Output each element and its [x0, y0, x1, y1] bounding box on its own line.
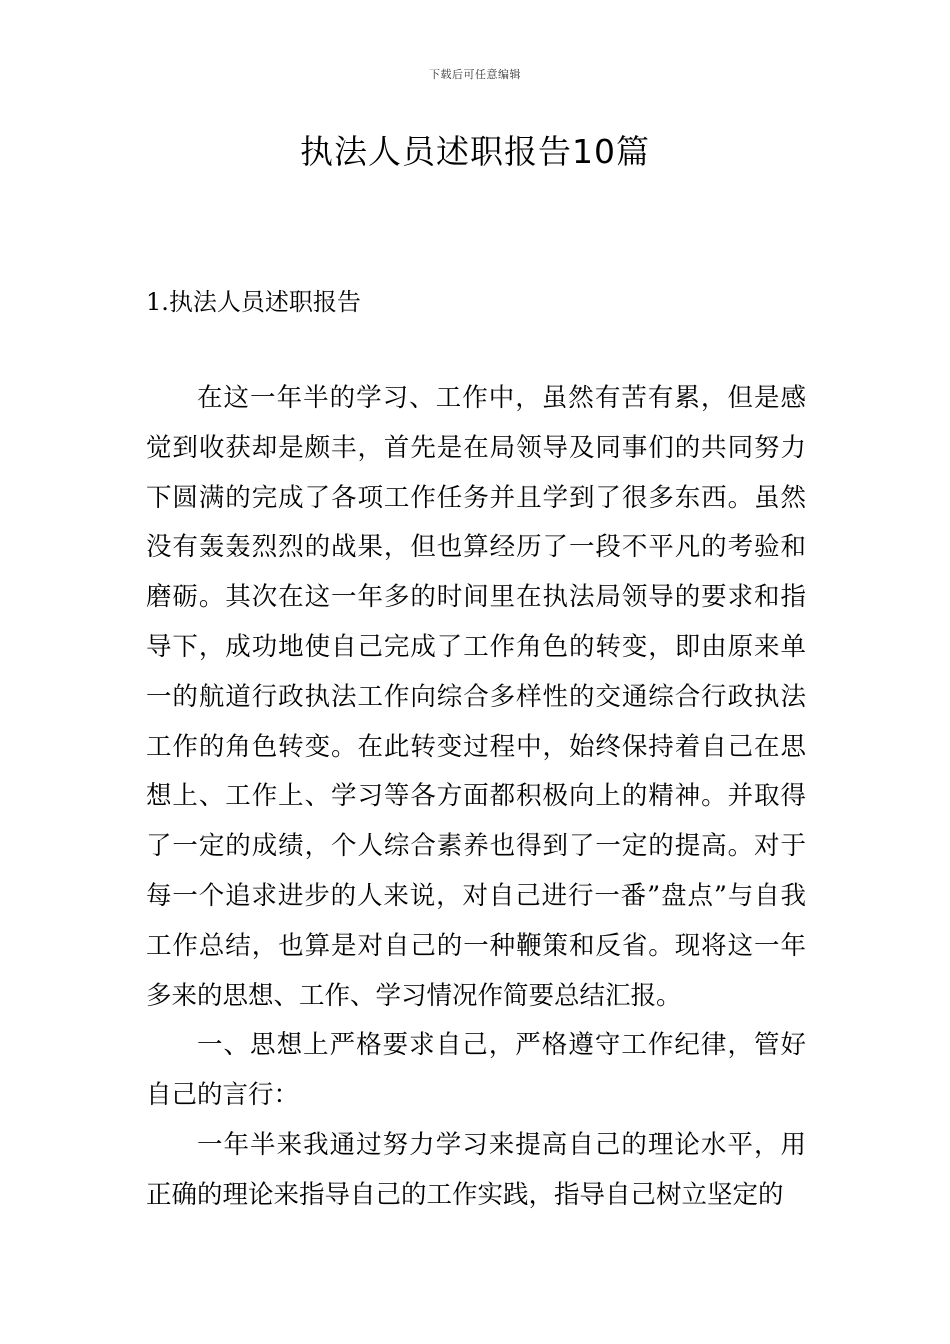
section-heading: 1.执法人员述职报告	[146, 288, 361, 316]
document-title: 执法人员述职报告10篇	[300, 132, 650, 171]
paragraph: 在这一年半的学习、工作中，虽然有苦有累，但是感觉到收获却是颇丰，首先是在局领导及同事们的共同努力下圆满的完成了各项工作任务并且学到了很多东西。虽然没有轰轰烈烈的战果，但也算经历了一段不平凡的考验和磨砺。其次在这一年多的时间里在执法局领导的要求和指导下，成功地使自己完成了工作角色的转变，即由原来单一的航道行政执法工作向综合多样性的交通综合行政执法工作的角色转变。在此转变过程中，始终保持着自己在思想上、工作上、学习等各方面都积极向上的精神。并取得了一定的成绩，个人综合素养也得到了一定的提高。对于每一个追求进步的人来说，对自己进行一番”盘点”与自我工作总结，也算是对自己的一种鞭策和反省。现将这一年多来的思想、工作、学习情况作简要总结汇报。	[146, 383, 806, 1011]
paragraph: 一、思想上严格要求自己，严格遵守工作纪律，管好自己的言行：	[146, 1030, 806, 1111]
header-note: 下载后可任意编辑	[429, 68, 521, 81]
paragraph: 一年半来我通过努力学习来提高自己的理论水平，用正确的理论来指导自己的工作实践，指导自己树立坚定的	[146, 1129, 806, 1210]
body-text	[146, 374, 806, 1221]
